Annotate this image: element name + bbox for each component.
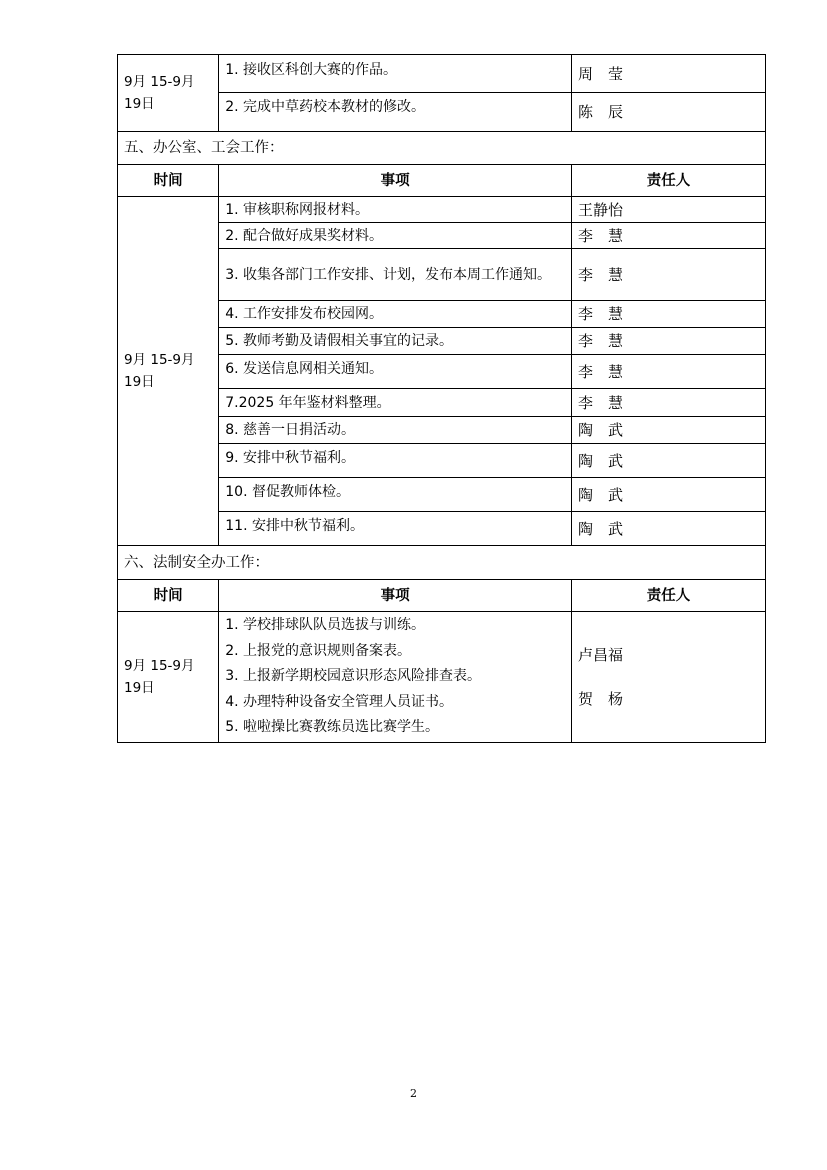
owner-cell: 陶 武 — [572, 478, 766, 512]
list-item: 4. 办理特种设备安全管理人员证书。 — [225, 693, 454, 710]
time-cell: 9月 15-9月 19日 — [118, 612, 219, 743]
page-number: 2 — [410, 1087, 417, 1100]
time-cell: 9月 15-9月 19日 — [118, 197, 219, 546]
item-cell: 10. 督促教师体检。 — [219, 478, 572, 512]
schedule-table — [117, 54, 766, 743]
table-row — [118, 197, 766, 223]
header-time: 时间 — [118, 165, 219, 197]
header-owner: 责任人 — [572, 580, 766, 612]
table-row — [118, 55, 766, 93]
list-item: 1. 学校排球队队员选拔与训练。 — [225, 617, 426, 634]
owner-cell: 陈 辰 — [572, 93, 766, 132]
owner-cell: 周 莹 — [572, 55, 766, 93]
list-item: 2. 上报党的意识规则备案表。 — [225, 642, 412, 659]
item-list-cell — [219, 612, 572, 743]
item-cell: 11. 安排中秋节福利。 — [219, 512, 572, 546]
item-cell: 4. 工作安排发布校园网。 — [219, 301, 572, 328]
item-cell: 2. 配合做好成果奖材料。 — [219, 223, 572, 249]
header-row — [118, 165, 766, 197]
item-cell: 8. 慈善一日捐活动。 — [219, 417, 572, 444]
item-cell: 5. 教师考勤及请假相关事宜的记录。 — [219, 328, 572, 355]
list-item: 3. 上报新学期校园意识形态风险排查表。 — [225, 668, 482, 685]
item-cell: 2. 完成中草药校本教材的修改。 — [219, 93, 572, 132]
owner-list-cell — [572, 612, 766, 743]
section-title-row — [118, 546, 766, 580]
owner-cell: 陶 武 — [572, 444, 766, 478]
item-cell: 9. 安排中秋节福利。 — [219, 444, 572, 478]
owner-name: 贺 杨 — [578, 690, 624, 708]
owner-cell: 李 慧 — [572, 389, 766, 417]
time-cell: 9月 15-9月 19日 — [118, 55, 219, 132]
header-item: 事项 — [219, 580, 572, 612]
table-row — [118, 612, 766, 743]
owner-cell: 李 慧 — [572, 249, 766, 301]
item-cell: 1. 审核职称网报材料。 — [219, 197, 572, 223]
owner-cell: 李 慧 — [572, 223, 766, 249]
header-row — [118, 580, 766, 612]
list-item: 5. 啦啦操比赛教练员选比赛学生。 — [225, 719, 440, 736]
owner-cell: 李 慧 — [572, 355, 766, 389]
owner-spacer — [578, 666, 759, 688]
owner-cell: 李 慧 — [572, 301, 766, 328]
item-cell: 6. 发送信息网相关通知。 — [219, 355, 572, 389]
section-title: 五、办公室、工会工作： — [118, 132, 766, 165]
item-cell: 7.2025 年年鉴材料整理。 — [219, 389, 572, 417]
header-item: 事项 — [219, 165, 572, 197]
section-title-row — [118, 132, 766, 165]
header-owner: 责任人 — [572, 165, 766, 197]
owner-cell: 王静怡 — [572, 197, 766, 223]
owner-name: 卢昌福 — [578, 646, 624, 664]
header-time: 时间 — [118, 580, 219, 612]
owner-cell: 陶 武 — [572, 417, 766, 444]
owner-cell: 李 慧 — [572, 328, 766, 355]
item-cell: 1. 接收区科创大赛的作品。 — [219, 55, 572, 93]
owner-cell: 陶 武 — [572, 512, 766, 546]
section-title: 六、法制安全办工作： — [118, 546, 766, 580]
item-cell: 3. 收集各部门工作安排、计划，发布本周工作通知。 — [219, 249, 572, 301]
